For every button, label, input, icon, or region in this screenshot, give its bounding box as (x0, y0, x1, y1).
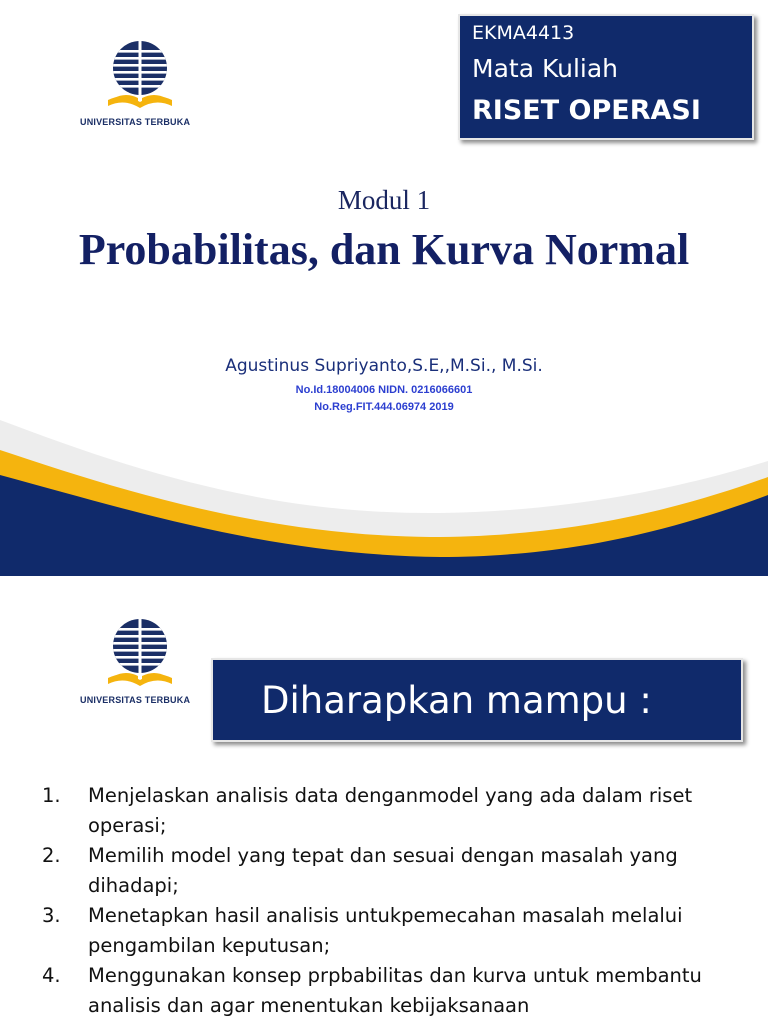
universitas-terbuka-logo-icon (80, 618, 200, 693)
university-logo (80, 40, 200, 127)
objectives-heading-text: Diharapkan mampu : (261, 678, 652, 722)
course-info-box (458, 14, 754, 140)
list-item-number: 3. (42, 904, 61, 927)
list-item-text: Memilih model yang tepat dan sesuai dengan masalah yang dihadapi; (88, 844, 678, 897)
author-name: Agustinus Supriyanto,S.E,,M.Si., M.Si. (225, 356, 543, 376)
list-item-text: Menggunakan konsep prpbabilitas dan kurva untuk membantu analisis dan agar menentukan kebijaksanaan (88, 964, 702, 1017)
course-name: RISET OPERASI (472, 95, 701, 126)
module-number: Modul 1 (337, 185, 431, 215)
list-item-text: Menetapkan hasil analisis untukpemecahan masalah melalui pengambilan keputusan; (88, 904, 683, 957)
objectives-heading (211, 658, 743, 742)
university-logo (80, 618, 200, 705)
university-name: UNIVERSITAS TERBUKA (80, 695, 191, 705)
list-item-number: 2. (42, 844, 61, 867)
list-item (42, 901, 742, 961)
list-item-number: 1. (42, 784, 61, 807)
author-reg-no: No.Reg.FIT.444.06974 2019 (314, 401, 454, 413)
objectives-slide (0, 576, 768, 1024)
list-item-text: Menjelaskan analisis data denganmodel yang ada dalam riset operasi; (88, 784, 693, 837)
list-item-number: 4. (42, 964, 61, 987)
list-item (42, 781, 742, 841)
decorative-waves (0, 395, 768, 576)
list-item (42, 841, 742, 901)
slide-title: Probabilitas, dan Kurva Normal (78, 225, 690, 274)
objectives-list (42, 781, 742, 1021)
list-item (42, 961, 742, 1021)
universitas-terbuka-logo-icon (80, 40, 200, 115)
university-name: UNIVERSITAS TERBUKA (80, 117, 191, 127)
course-label: Mata Kuliah (472, 54, 619, 83)
course-code: EKMA4413 (472, 22, 575, 44)
author-ids: No.Id.18004006 NIDN. 0216066601 (295, 384, 473, 396)
